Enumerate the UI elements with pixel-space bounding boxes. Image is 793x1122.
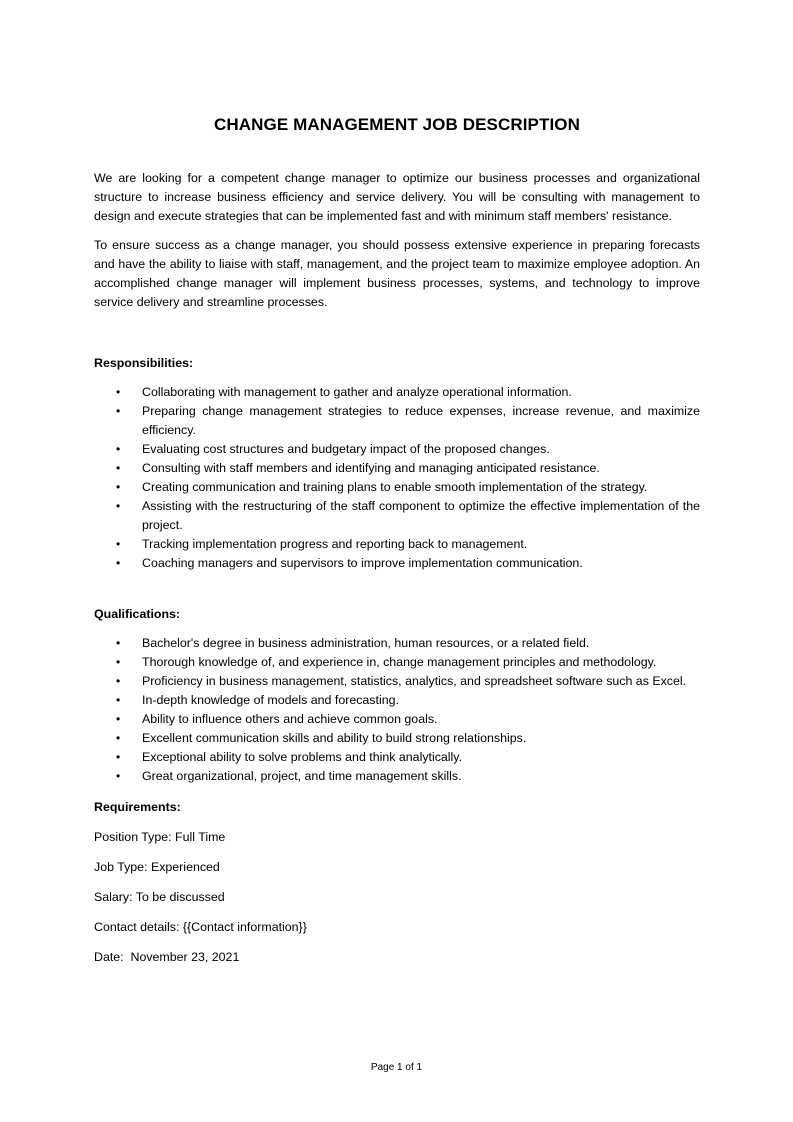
list-item <box>94 402 700 440</box>
list-item-text: Collaborating with management to gather and analyze operational information. <box>142 385 572 399</box>
bullet-icon: • <box>116 636 121 650</box>
list-item <box>94 634 700 653</box>
intro-paragraph: We are looking for a competent change manager to optimize our business processes and organizational structure to increase business efficiency and service delivery. You will be consulting with management to design and execute strategies that can be implemented fast and with minimum staff members' resistance. <box>94 171 700 223</box>
list-item <box>94 748 700 767</box>
requirement-contact-details: Contact details: {{Contact information}} <box>94 920 307 934</box>
list-item-text: Consulting with staff members and identifying and managing anticipated resistance. <box>142 461 600 475</box>
bullet-icon: • <box>116 655 121 669</box>
list-item-text: Preparing change management strategies to reduce expenses, increase revenue, and maximize efficiency. <box>142 404 700 437</box>
bullet-icon: • <box>116 712 121 726</box>
bullet-icon: • <box>116 404 121 418</box>
qualifications-list <box>94 634 700 786</box>
list-item-text: Ability to influence others and achieve common goals. <box>142 712 438 726</box>
bullet-icon: • <box>116 442 121 456</box>
list-item-text: Exceptional ability to solve problems and think analytically. <box>142 750 463 764</box>
bullet-icon: • <box>116 480 121 494</box>
bullet-icon: • <box>116 537 121 551</box>
page-footer: Page 1 of 1 <box>370 1062 423 1073</box>
requirements-heading: Requirements: <box>94 800 181 814</box>
list-item-text: Creating communication and training plans to enable smooth implementation of the strategy. <box>142 480 648 494</box>
intro-paragraph: To ensure success as a change manager, you should possess extensive experience in preparing forecasts and have the ability to liaise with staff, management, and the project team to maximize employee adoption. An accomplished change manager will implement business processes, systems, and technology to improve service delivery and streamline processes. <box>94 238 700 309</box>
bullet-icon: • <box>116 499 121 513</box>
list-item-text: Bachelor's degree in business administration, human resources, or a related field. <box>142 636 590 650</box>
list-item-text: Coaching managers and supervisors to improve implementation communication. <box>142 556 583 570</box>
list-item <box>94 497 700 535</box>
list-item <box>94 767 700 786</box>
list-item <box>94 459 700 478</box>
list-item <box>94 554 700 573</box>
document-body <box>94 114 700 978</box>
qualifications-heading: Qualifications: <box>94 607 181 621</box>
list-item-text: Evaluating cost structures and budgetary impact of the proposed changes. <box>142 442 550 456</box>
list-item <box>94 535 700 554</box>
list-item <box>94 729 700 748</box>
bullet-icon: • <box>116 461 121 475</box>
list-item <box>94 478 700 497</box>
bullet-icon: • <box>116 731 121 745</box>
list-item-text: Thorough knowledge of, and experience in, change management principles and methodology. <box>142 655 657 669</box>
list-item <box>94 710 700 729</box>
responsibilities-heading: Responsibilities: <box>94 356 194 370</box>
list-item <box>94 691 700 710</box>
bullet-icon: • <box>116 769 121 783</box>
list-item-text: Tracking implementation progress and reporting back to management. <box>142 537 528 551</box>
list-item-text: Proficiency in business management, statistics, analytics, and spreadsheet software such as Excel. <box>142 674 687 688</box>
bullet-icon: • <box>116 385 121 399</box>
requirement-position-type: Position Type: Full Time <box>94 830 226 844</box>
list-item <box>94 672 700 691</box>
bullet-icon: • <box>116 693 121 707</box>
bullet-icon: • <box>116 556 121 570</box>
list-item <box>94 440 700 459</box>
requirement-date: Date: November 23, 2021 <box>94 950 240 964</box>
list-item-text: Excellent communication skills and ability to build strong relationships. <box>142 731 527 745</box>
list-item <box>94 653 700 672</box>
requirement-job-type: Job Type: Experienced <box>94 860 220 874</box>
bullet-icon: • <box>116 750 121 764</box>
responsibilities-list <box>94 383 700 573</box>
bullet-icon: • <box>116 674 121 688</box>
list-item-text: Great organizational, project, and time management skills. <box>142 769 462 783</box>
list-item-text: In-depth knowledge of models and forecasting. <box>142 693 399 707</box>
document-title: CHANGE MANAGEMENT JOB DESCRIPTION <box>214 115 580 134</box>
list-item <box>94 383 700 402</box>
list-item-text: Assisting with the restructuring of the staff component to optimize the effective implementation of the project. <box>142 499 700 532</box>
requirement-salary: Salary: To be discussed <box>94 890 225 904</box>
